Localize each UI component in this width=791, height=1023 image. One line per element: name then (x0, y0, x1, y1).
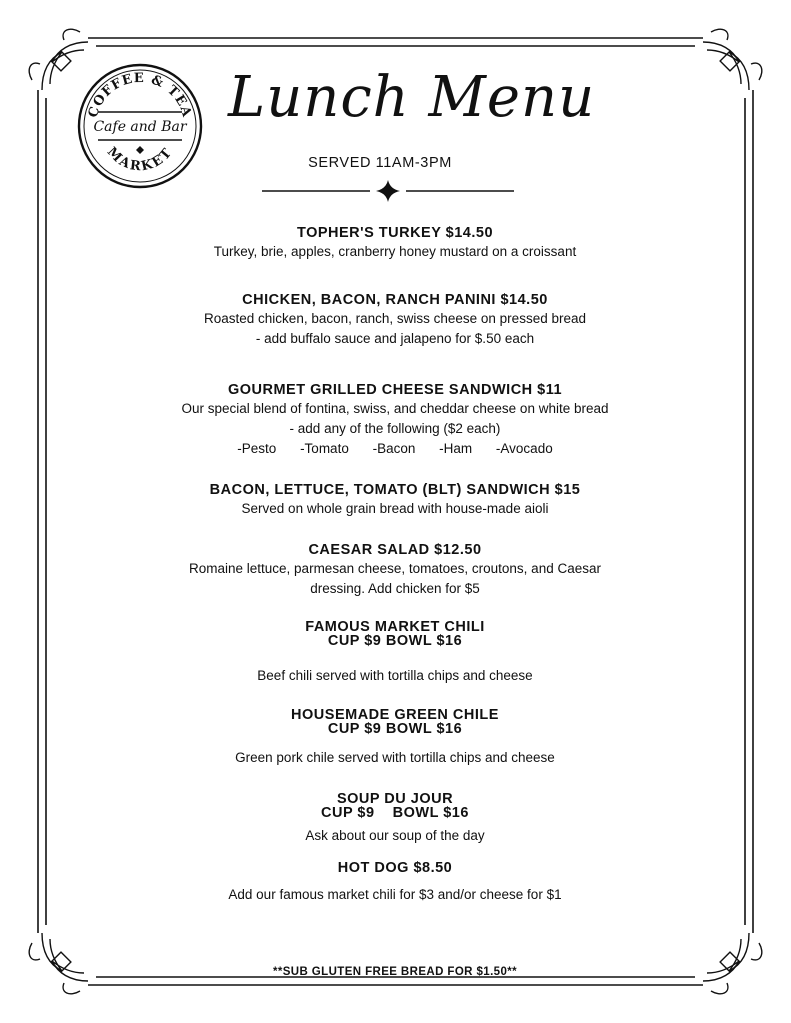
menu-item-soup-du-jour (100, 792, 690, 846)
served-hours: SERVED 11AM-3PM (308, 155, 452, 171)
option-pesto: -Pesto (237, 441, 277, 456)
item-description: Turkey, brie, apples, cranberry honey mustard on a croissant (213, 244, 577, 259)
item-title: FAMOUS MARKET CHILI (305, 619, 485, 635)
item-description: Roasted chicken, bacon, ranch, swiss cheese on pressed bread (204, 311, 586, 326)
item-options (100, 439, 690, 459)
cafe-logo (76, 62, 204, 190)
menu-item-caesar-salad (100, 542, 690, 599)
item-title: SOUP DU JOUR (336, 791, 454, 807)
logo-middle-text: Cafe and Bar (93, 119, 187, 135)
item-title: HOT DOG $8.50 (337, 860, 453, 876)
item-prices: CUP $9 BOWL $16 (321, 805, 469, 821)
item-description: Our special blend of fontina, swiss, and cheddar cheese on white bread (181, 401, 609, 416)
item-description: Ask about our soup of the day (305, 828, 485, 843)
menu-item-chicken-panini (100, 292, 690, 349)
gluten-free-note: **SUB GLUTEN FREE BREAD FOR $1.50** (272, 966, 518, 978)
item-addon: - add any of the following ($2 each) (289, 421, 501, 436)
item-prices: CUP $9 BOWL $16 (327, 721, 463, 737)
item-description: Add our famous market chili for $3 and/or cheese for $1 (228, 887, 562, 902)
item-title: BACON, LETTUCE, TOMATO (BLT) SANDWICH $15 (209, 482, 581, 498)
item-title: CHICKEN, BACON, RANCH PANINI $14.50 (242, 292, 548, 308)
option-ham: -Ham (439, 441, 473, 456)
menu-item-market-chili (100, 620, 690, 686)
option-bacon: -Bacon (372, 441, 416, 456)
item-description: dressing. Add chicken for $5 (310, 581, 480, 596)
logo-top-text: COFFEE & TEA (85, 70, 195, 120)
item-description: Served on whole grain bread with house-made aioli (241, 501, 549, 516)
menu-item-grilled-cheese (100, 382, 690, 459)
item-title: HOUSEMADE GREEN CHILE (291, 707, 499, 723)
logo-bottom-text: MARKET (103, 144, 177, 175)
star-divider (262, 180, 514, 202)
item-description: Romaine lettuce, parmesan cheese, tomatoes, croutons, and Caesar (189, 561, 601, 576)
option-avocado: -Avocado (495, 441, 553, 456)
menu-item-blt (100, 482, 690, 519)
item-description: Green pork chile served with tortilla chips and cheese (235, 750, 555, 765)
page-title: Lunch Menu (228, 65, 596, 130)
item-title: CAESAR SALAD $12.50 (308, 542, 482, 558)
item-title: GOURMET GRILLED CHEESE SANDWICH $11 (227, 382, 563, 398)
item-description: Beef chili served with tortilla chips and cheese (257, 668, 533, 683)
menu-item-green-chile (100, 708, 690, 768)
item-addon: - add buffalo sauce and jalapeno for $.50 each (255, 331, 535, 346)
item-title: TOPHER'S TURKEY $14.50 (296, 225, 494, 241)
item-prices: CUP $9 BOWL $16 (327, 633, 463, 649)
menu-item-hot-dog (100, 860, 690, 905)
option-tomato: -Tomato (300, 441, 349, 456)
menu-item-topher-turkey (100, 225, 690, 262)
